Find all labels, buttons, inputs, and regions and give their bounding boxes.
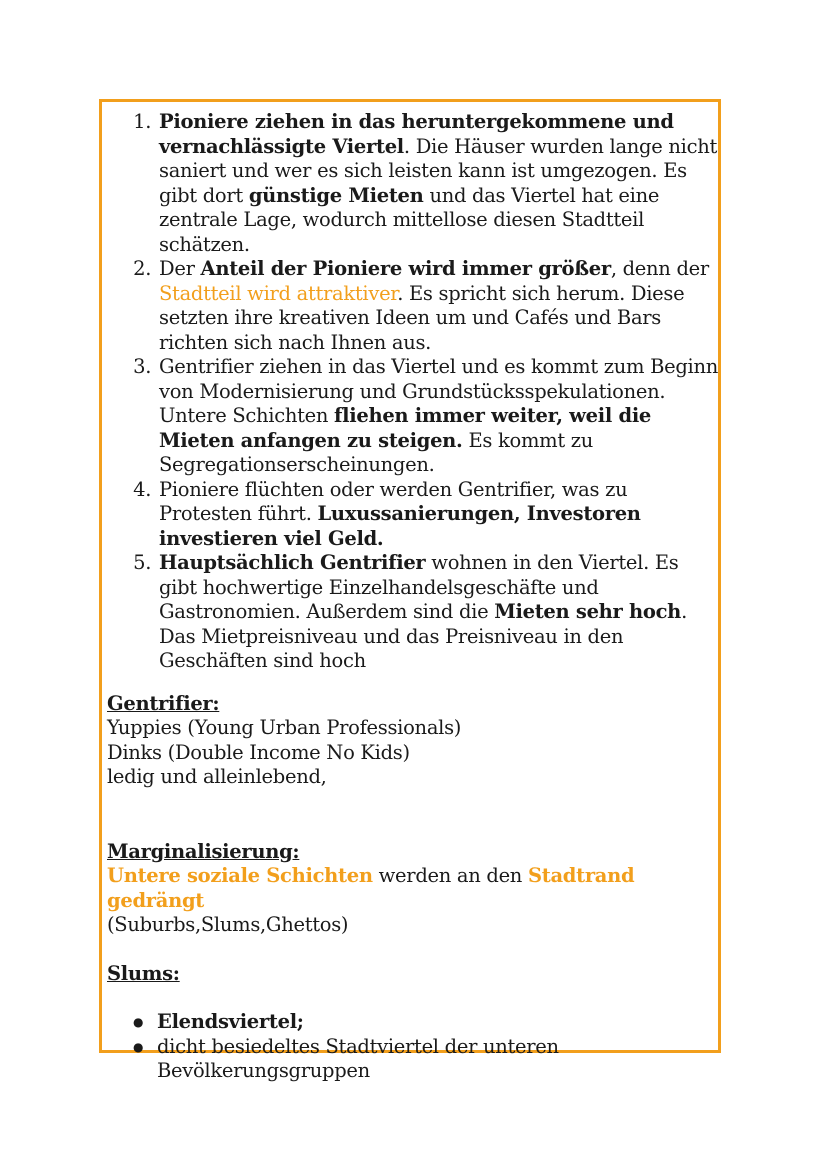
- slums-heading: Slums:: [107, 961, 180, 985]
- step-1-text-1: . Die Häuser wurden lange nicht saniert und wer es sich leisten kann ist umgezogen. Es gibt dort: [159, 134, 717, 207]
- gentrifier-line-1: Yuppies (Young Urban Professionals): [107, 716, 462, 739]
- marginalisierung-line-2: (Suburbs,Slums,Ghettos): [107, 913, 349, 936]
- step-5-text-2: . Das Mietpreisniveau und das Preisniveau in den Geschäften sind hoch: [159, 600, 687, 672]
- marginalisierung-highlight-2: Stadtrand gedrängt: [107, 864, 635, 912]
- step-5-bold-2: Mieten sehr hoch: [494, 600, 682, 623]
- step-5-text-1: wohnen in den Viertel. Es gibt hochwertige Einzelhandelsgeschäfte und Gastronomien. Außerdem sind die: [159, 551, 679, 623]
- step-3-text-1: Es kommt zu Segregationserscheinungen.: [159, 428, 594, 476]
- marginalisierung-text-1: werden an den: [372, 864, 528, 887]
- document-content: [107, 110, 722, 1084]
- step-2-text-2: . Es spricht sich herum. Diese setzten ihre kreativen Ideen um und Cafés und Bars richten sich nach Ihnen aus.: [159, 281, 685, 354]
- step-2-bold-1: Anteil der Pioniere wird immer größer: [200, 257, 611, 280]
- list-item: [157, 1035, 722, 1084]
- step-2-text-0: Der: [159, 257, 201, 280]
- list-item: [157, 478, 722, 552]
- step-3-text-0: Gentrifier ziehen in das Viertel und es kommt zum Beginn von Modernisierung und Grundstücksspekulationen. Untere Schichten: [159, 355, 718, 427]
- marginalisierung-highlight-1: Untere soziale Schichten: [107, 864, 373, 887]
- step-3-bold-1: fliehen immer weiter, weil die Mieten anfangen zu steigen.: [159, 404, 652, 452]
- slums-bullet-2: dicht besiedeltes Stadtviertel der unteren Bevölkerungsgruppen: [157, 1034, 559, 1082]
- slums-list: [107, 1010, 722, 1084]
- step-4-bold-1: Luxussanierungen, Investoren investieren viel Geld.: [159, 502, 641, 550]
- slums-bullet-1: Elendsviertel;: [157, 1010, 304, 1033]
- step-4-text-0: Pioniere flüchten oder werden Gentrifier, was zu Protesten führt.: [159, 477, 628, 525]
- step-2-highlight: Stadtteil wird attraktiver: [159, 281, 398, 305]
- list-item: [157, 110, 722, 257]
- gentrifier-heading: Gentrifier:: [107, 691, 220, 715]
- step-1-text-2: und das Viertel hat eine zentrale Lage, wodurch mittellose diesen Stadtteil schätzen.: [159, 183, 660, 256]
- gentrifier-line-3: ledig und alleinlebend,: [107, 765, 327, 788]
- list-item: [157, 355, 722, 478]
- step-1-bold-1: Pioniere ziehen in das heruntergekommene und vernachlässigte Viertel: [159, 110, 674, 158]
- list-item: [157, 1010, 722, 1035]
- marginalisierung-line-1: [107, 864, 722, 913]
- list-item: [157, 257, 722, 355]
- step-5-bold-1: Hauptsächlich Gentrifier: [159, 551, 426, 574]
- list-item: [157, 551, 722, 674]
- gentrification-steps: [107, 110, 722, 674]
- step-2-text-1: , denn der: [610, 257, 709, 280]
- marginalisierung-heading: Marginalisierung:: [107, 839, 300, 863]
- gentrifier-line-2: Dinks (Double Income No Kids): [107, 740, 410, 764]
- step-1-bold-2: günstige Mieten: [248, 183, 424, 207]
